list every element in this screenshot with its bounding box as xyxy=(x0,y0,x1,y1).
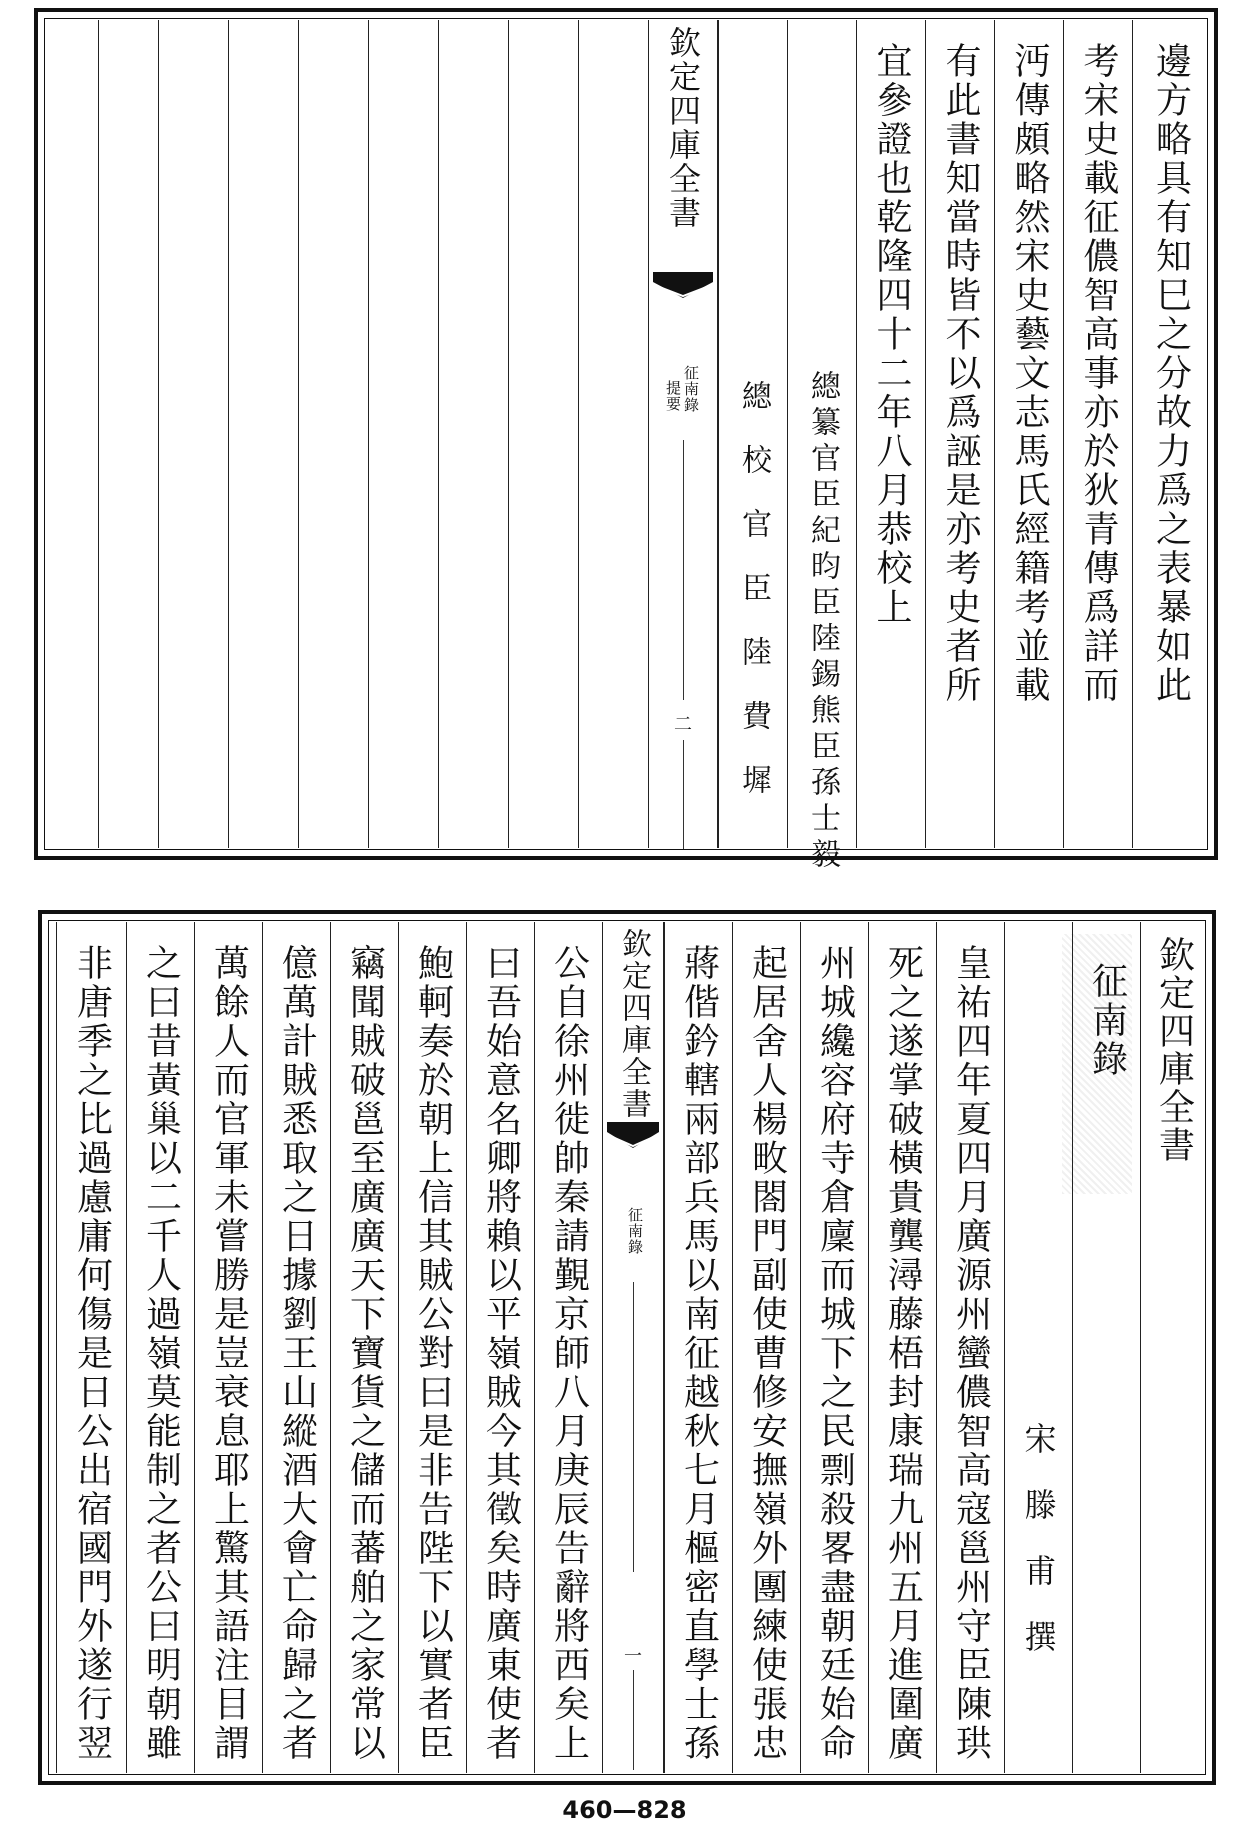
column-text: 公自徐州徙帥秦請覲京師八月庚辰告辭將西矣上 xyxy=(548,944,590,1763)
collator-credit: 總校官臣陸費墀 xyxy=(736,380,771,828)
banner-sub-title: 征南錄 xyxy=(626,1207,644,1255)
text-column xyxy=(787,20,856,874)
banner-rule xyxy=(683,440,684,700)
column-text: 宜參證也乾隆四十二年八月恭校上 xyxy=(871,42,912,627)
text-column xyxy=(718,20,787,848)
compiler-credit: 總纂官臣紀昀臣陸錫熊臣孫士毅 xyxy=(805,370,840,874)
column-text: 鮑軻奏於朝上信其賊公對曰是非告陛下以實者臣 xyxy=(412,944,454,1763)
column-text: 死之遂掌破橫貴龔潯藤梧封康瑞九州五月進圍廣 xyxy=(882,944,924,1763)
banner-page-number: 一 xyxy=(624,1646,642,1667)
banner-rule xyxy=(633,1282,634,1572)
bottom-page xyxy=(38,910,1216,1785)
text-column xyxy=(732,922,800,1773)
column-text: 沔傳頗略然宋史藝文志馬氏經籍考並載 xyxy=(1009,42,1050,705)
text-column xyxy=(664,922,732,1773)
text-column xyxy=(330,922,398,1773)
top-page xyxy=(34,8,1218,874)
text-column xyxy=(800,922,868,1773)
text-column xyxy=(56,922,126,1773)
empty-column xyxy=(158,20,228,848)
column-text: 非唐季之比過慮庸何傷是日公出宿國門外遂行翌 xyxy=(71,944,113,1763)
empty-column xyxy=(368,20,438,848)
banner-title: 欽定四庫全書 xyxy=(664,26,702,230)
text-column xyxy=(194,922,262,1773)
column-text: 邊方略具有知巳之分故力爲之表暴如此 xyxy=(1150,42,1192,705)
banner-title: 欽定四庫全書 xyxy=(616,928,651,1120)
banner-sub-title: 征南錄 xyxy=(682,365,700,413)
fishtail-mark-upper xyxy=(653,272,713,298)
fold-banner xyxy=(648,20,718,848)
column-text: 州城纔容府寺倉廩而城下之民剽殺畧盡朝廷始命 xyxy=(814,944,856,1763)
text-column xyxy=(1004,922,1072,1773)
text-column xyxy=(466,922,534,1773)
column-text: 皇祐四年夏四月廣源州蠻儂智高寇邕州守臣陳珙 xyxy=(950,944,992,1763)
book-title: 欽定四庫全書 xyxy=(1153,936,1195,1164)
column-text: 萬餘人而官軍未嘗勝是豈衰息耶上驚其語注目謂 xyxy=(208,944,250,1763)
fold-banner xyxy=(602,922,664,1773)
column-text: 之曰昔黃巢以二千人過嶺莫能制之者公曰明朝雖 xyxy=(140,944,182,1763)
column-text: 曰吾始意名卿將賴以平嶺賊今其徵矣時廣東使者 xyxy=(480,944,522,1763)
text-column xyxy=(262,922,330,1773)
empty-column xyxy=(228,20,298,848)
column-text: 考宋史載征儂智高事亦於狄青傳爲詳而 xyxy=(1078,42,1119,705)
text-column xyxy=(994,20,1063,848)
banner-rule xyxy=(633,1670,634,1770)
author-line: 宋滕甫撰 xyxy=(1019,1422,1058,1686)
empty-column xyxy=(98,20,158,848)
text-column xyxy=(925,20,994,848)
banner-rule xyxy=(683,740,684,850)
text-column xyxy=(398,922,466,1773)
column-text: 億萬計賊悉取之日據劉王山縱酒大會亡命歸之者 xyxy=(276,944,318,1763)
column-text: 起居舍人楊畋閤門副使曹修安撫嶺外團練使張忠 xyxy=(746,944,788,1763)
empty-column xyxy=(298,20,368,848)
text-column xyxy=(126,922,194,1773)
empty-column xyxy=(578,20,648,848)
banner-sub-label: 提要 xyxy=(664,380,682,412)
column-text: 竊聞賊破邕至廣廣天下寶貨之儲而蕃舶之家常以 xyxy=(344,944,386,1763)
text-column xyxy=(856,20,925,848)
text-column xyxy=(1072,922,1140,1773)
text-column xyxy=(1063,20,1132,848)
text-column xyxy=(936,922,1004,1773)
column-text: 有此書知當時皆不以爲誣是亦考史者所 xyxy=(940,42,981,705)
empty-column xyxy=(508,20,578,848)
banner-page-number: 二 xyxy=(674,714,692,735)
column-text: 蔣偕鈐轄兩部兵馬以南征越秋七月樞密直學士孫 xyxy=(678,944,720,1763)
text-column xyxy=(868,922,936,1773)
empty-column xyxy=(438,20,508,848)
fishtail-mark xyxy=(607,1122,659,1148)
text-column xyxy=(1140,922,1206,1773)
page-reference: 460—828 xyxy=(562,1796,687,1824)
chapter-title: 征南錄 xyxy=(1086,962,1128,1079)
text-column xyxy=(534,922,602,1773)
text-column xyxy=(1132,20,1208,848)
